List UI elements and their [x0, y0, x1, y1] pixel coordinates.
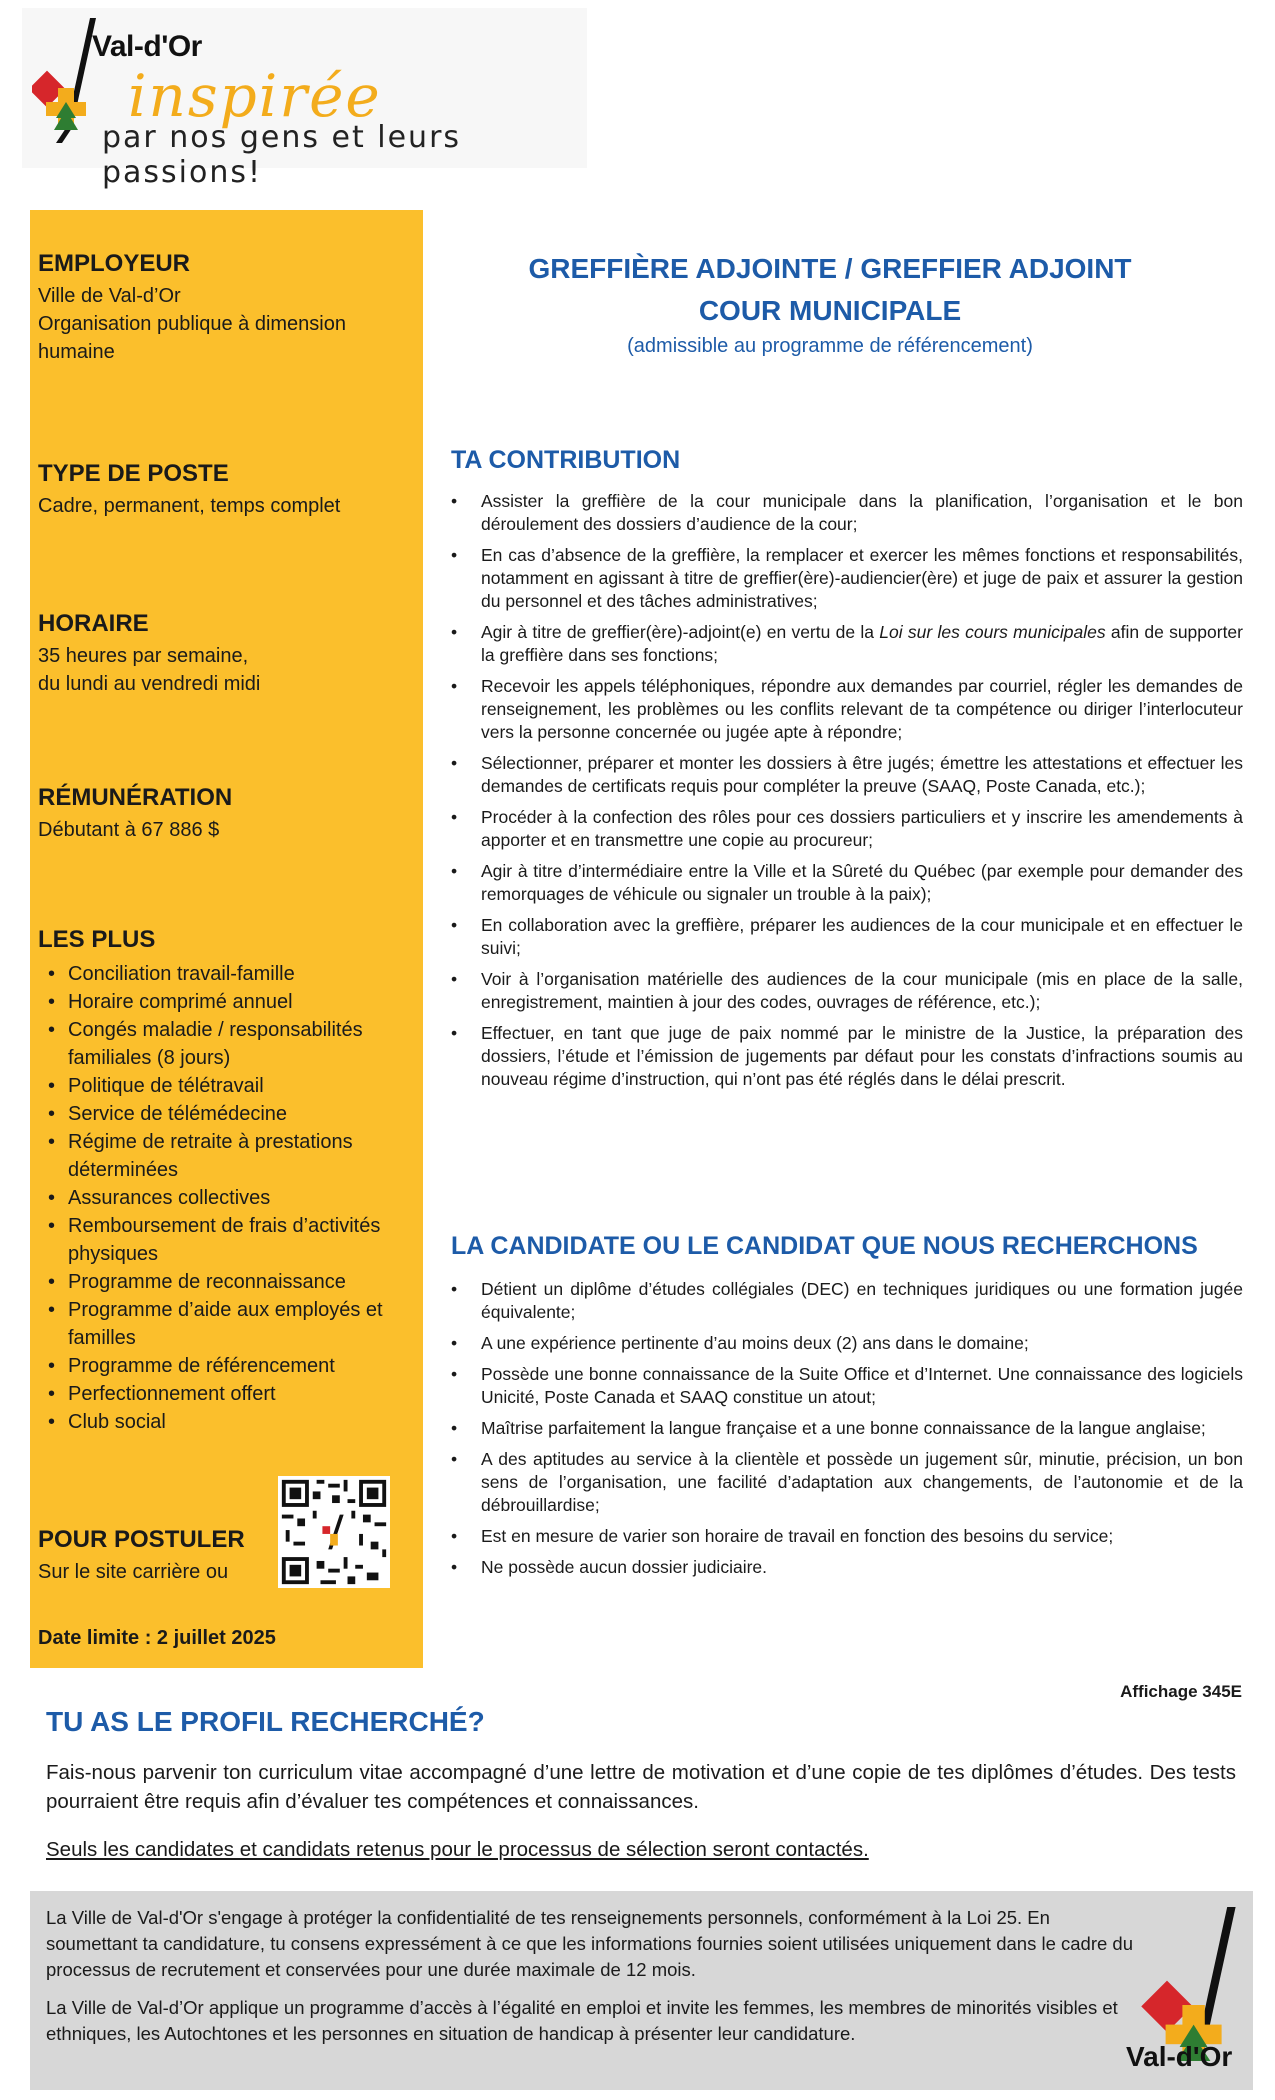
horaire-section — [38, 610, 418, 698]
employeur-line-2: Organisation publique à dimension humaine — [38, 313, 346, 363]
postuler-title: POUR POSTULER — [38, 1526, 245, 1553]
profile-title: TU AS LE PROFIL RECHERCHÉ? — [46, 1706, 485, 1737]
logo-name: Val-d'Or — [92, 30, 202, 63]
employeur-section — [38, 250, 418, 366]
contribution-item: • Agir à titre d’intermédiaire entre la Ville et la Sûreté du Québec (par exemple pour demander des remorquages de véhicule ou signaler un trouble à la paix); — [451, 860, 1243, 906]
contribution-item: • Sélectionner, préparer et monter les dossiers à être jugés; émettre les attestations et effectuer les demandes de certificats requis pour compléter la preuve (SAAQ, Poste Canada, etc.); — [451, 752, 1243, 798]
plus-title: LES PLUS — [38, 926, 156, 953]
equality-text: La Ville de Val-d’Or applique un programme d’accès à l’égalité en emploi et invite les femmes, les membres de minorités visibles et ethniques, les Autochtones et les personnes en situation de handicap à présenter leur candidature. — [46, 1997, 1118, 2044]
contribution-item: • En cas d’absence de la greffière, la remplacer et exercer les mêmes fonctions et responsabilités, notamment en agissant à titre de greffier(ère)-audiencier(ère) et juge de paix et assurer la gestion du personnel et des tâches administratives; — [451, 544, 1243, 613]
plus-item: • Programme de reconnaissance — [38, 1268, 410, 1296]
remuneration-title: RÉMUNÉRATION — [38, 784, 233, 811]
plus-item: • Assurances collectives — [38, 1184, 410, 1212]
candidate-item: • Maîtrise parfaitement la langue française et a une bonne connaissance de la langue anglaise; — [451, 1417, 1243, 1440]
contribution-title: TA CONTRIBUTION — [451, 446, 681, 474]
horaire-line-2: du lundi au vendredi midi — [38, 673, 261, 695]
profile-text: Fais-nous parvenir ton curriculum vitae accompagné d’une lettre de motivation et d’une copie de tes diplômes d’études. Des tests pourraient être requis afin d’évaluer tes compétences et connaissances. — [46, 1761, 1236, 1813]
plus-item: • Congés maladie / responsabilités familiales (8 jours) — [38, 1016, 410, 1072]
candidate-list — [451, 1278, 1243, 1587]
remuneration-section — [38, 784, 418, 844]
horaire-line-1: 35 heures par semaine, — [38, 645, 249, 667]
privacy-text: La Ville de Val-d'Or s'engage à protéger la confidentialité de tes renseignements personnels, conformément à la Loi 25. En soumettant ta candidature, tu consens expressément à ce que les informations fournies soient utilisées uniquement dans le cadre du processus de recrutement et conservées pour une durée maximale de 12 mois. — [46, 1907, 1134, 1980]
contribution-item: • En collaboration avec la greffière, préparer les audiences de la cour municipale et en effectuer le suivi; — [451, 914, 1243, 960]
job-title: GREFFIÈRE ADJOINTE / GREFFIER ADJOINT — [528, 253, 1132, 284]
contribution-item: • Voir à l’organisation matérielle des audiences de la cour municipale (mis en place de la salle, enregistrement, maintien à jour des codes, ouvrages de référence, etc.); — [451, 968, 1243, 1014]
law-title: Loi sur les cours municipales — [879, 622, 1106, 642]
plus-item: • Horaire comprimé annuel — [38, 988, 410, 1016]
type-text: Cadre, permanent, temps complet — [38, 495, 341, 517]
plus-item: • Club social — [38, 1408, 410, 1436]
plus-list — [38, 960, 410, 1436]
job-title-block — [430, 248, 1230, 360]
posting-number: Affichage 345E — [1120, 1682, 1242, 1701]
horaire-title: HORAIRE — [38, 610, 149, 637]
job-department: COUR MUNICIPALE — [698, 295, 962, 326]
postuler-text: Sur le site carrière ou — [38, 1561, 229, 1583]
deadline-section — [38, 1620, 418, 1652]
footer-logo-name: Val-d'Or — [1126, 2041, 1233, 2072]
plus-item: • Service de télémédecine — [38, 1100, 410, 1128]
plus-item: • Politique de télétravail — [38, 1072, 410, 1100]
logo-tagline: par nos gens et leurs passions! — [102, 120, 462, 190]
contribution-item: • Agir à titre de greffier(ère)-adjoint(e) en vertu de la Loi sur les cours municipales afin de supporter la greffière dans ses fonctions; — [451, 621, 1243, 667]
contribution-item: • Procéder à la confection des rôles pour ces dossiers particuliers et y inscrire les amendements à apporter et en transmettre une copie au procureur; — [451, 806, 1243, 852]
deadline-text: Date limite : 2 juillet 2025 — [38, 1627, 276, 1649]
remuneration-text: Débutant à 67 886 $ — [38, 819, 220, 841]
profile-note: Seuls les candidates et candidats retenus pour le processus de sélection seront contactés. — [46, 1838, 869, 1861]
footer-panel — [30, 1891, 1253, 2090]
plus-item: • Régime de retraite à prestations déterminées — [38, 1128, 410, 1184]
contribution-list — [451, 490, 1243, 1099]
contribution-item: • Assister la greffière de la cour municipale dans la planification, l’organisation et le bon déroulement des dossiers d’audience de la cour; — [451, 490, 1243, 536]
job-subtitle: (admissible au programme de référencement) — [627, 335, 1033, 357]
header-logo-banner — [22, 8, 587, 190]
plus-section — [38, 926, 410, 1436]
plus-item: • Remboursement de frais d’activités physiques — [38, 1212, 410, 1268]
candidate-item: • Ne possède aucun dossier judiciaire. — [451, 1556, 1243, 1579]
candidate-item: • A une expérience pertinente d’au moins deux (2) ans dans le domaine; — [451, 1332, 1243, 1355]
sidebar-panel — [30, 210, 423, 1668]
qr-code-icon[interactable] — [278, 1476, 390, 1588]
logo-word: inspirée — [128, 62, 382, 130]
type-title: TYPE DE POSTE — [38, 460, 229, 487]
type-section — [38, 460, 418, 520]
employeur-title: EMPLOYEUR — [38, 250, 191, 277]
candidate-item: • A des aptitudes au service à la clientèle et possède un jugement sûr, minutie, précision, un bon sens de l’organisation, une facilité d’adaptation aux changements, de l’autonomie et de la débrouillardise; — [451, 1448, 1243, 1517]
employeur-line-1: Ville de Val-d’Or — [38, 285, 181, 307]
contribution-item: • Recevoir les appels téléphoniques, répondre aux demandes par courriel, régler les demandes de renseignement, les problèmes ou les conflits relevant de ta compétence ou diriger l’interlocuteur vers la personne concernée ou jugée apte à répondre; — [451, 675, 1243, 744]
candidate-item: • Détient un diplôme d’études collégiales (DEC) en techniques juridiques ou une formation jugée équivalente; — [451, 1278, 1243, 1324]
contribution-item: • Effectuer, en tant que juge de paix nommé par le ministre de la Justice, la préparation des dossiers, l’étude et l’émission de jugements par défaut pour les constats d’infractions soumis au nouveau régime d’instruction, qui n’ont pas été réglés dans le délai prescrit. — [451, 1022, 1243, 1091]
candidate-item: • Possède une bonne connaissance de la Suite Office et d’Internet. Une connaissance des logiciels Unicité, Poste Canada et SAAQ constitue un atout; — [451, 1363, 1243, 1409]
plus-item: • Perfectionnement offert — [38, 1380, 410, 1408]
plus-item: • Conciliation travail-famille — [38, 960, 410, 988]
plus-item: • Programme d’aide aux employés et familles — [38, 1296, 410, 1352]
candidate-item: • Est en mesure de varier son horaire de travail en fonction des besoins du service; — [451, 1525, 1243, 1548]
candidate-title: LA CANDIDATE OU LE CANDIDAT QUE NOUS RECHERCHONS — [451, 1232, 1198, 1260]
plus-item: • Programme de référencement — [38, 1352, 410, 1380]
